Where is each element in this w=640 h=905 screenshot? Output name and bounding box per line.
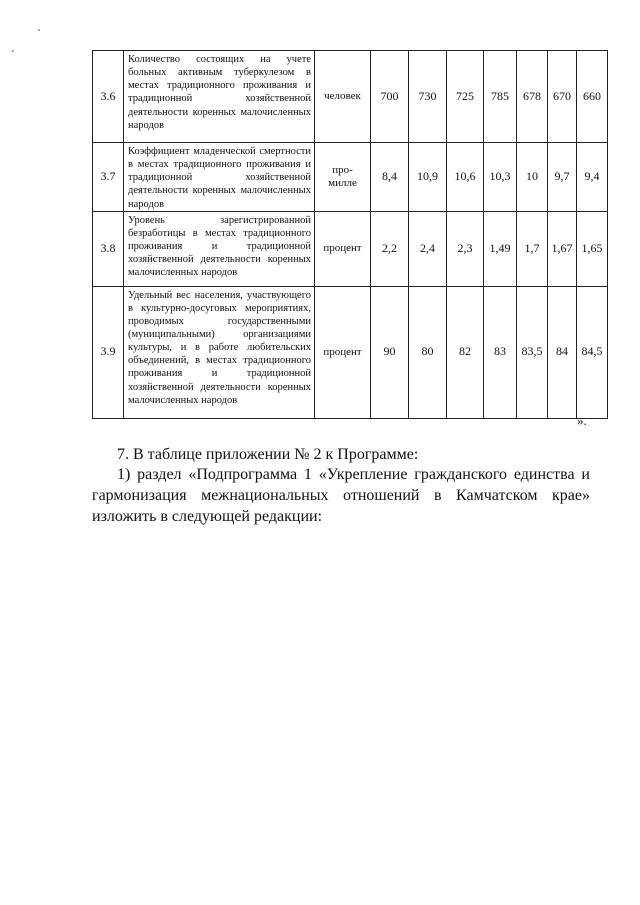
- paragraph-subitem-1: 1) раздел «Подпрограмма 1 «Укрепление гражданского единства и гармонизация межнациональных отношений в Камчатском крае» изложить в следующей редакции:: [92, 466, 590, 525]
- indicator-value: 82: [447, 286, 484, 418]
- indicator-description: Уровень зарегистрированной безработицы в местах традиционного проживания и традиционной хозяйственной деятельности коренных малочисленных народов: [124, 211, 315, 286]
- indicator-description: Количество состоящих на учете больных активным туберкулезом в местах традиционного проживания и традиционной хозяйственной деятельности коренных малочисленных народов: [124, 51, 315, 143]
- indicator-value: 1,65: [577, 211, 608, 286]
- paragraph-item-7: 7. В таблице приложении № 2 к Программе:: [117, 446, 419, 463]
- indicator-value: 660: [577, 51, 608, 143]
- indicator-value: 785: [484, 51, 517, 143]
- unit-of-measure: человек: [315, 51, 371, 143]
- indicator-value: 670: [548, 51, 577, 143]
- indicator-description: Удельный вес населения, участвующего в культурно-досуговых мероприятиях, проводимых государственными (муниципальными) организациями культуры, и в работе любительских объединений, в местах традиционного проживания и традиционной хозяйственной деятельности коренных малочисленных народов: [124, 286, 315, 418]
- indicator-value: 725: [447, 51, 484, 143]
- indicator-value: 84,5: [577, 286, 608, 418]
- indicator-value: 1,7: [517, 211, 548, 286]
- indicator-value: 1,49: [484, 211, 517, 286]
- row-number: 3.6: [93, 51, 124, 143]
- indicator-value: 8,4: [371, 143, 409, 212]
- table-row: [93, 286, 608, 418]
- unit-of-measure: про- милле: [315, 143, 371, 212]
- indicator-value: 10,6: [447, 143, 484, 212]
- indicator-value: 10,3: [484, 143, 517, 212]
- row-number: 3.9: [93, 286, 124, 418]
- scan-speck: [12, 50, 14, 52]
- indicator-value: 84: [548, 286, 577, 418]
- indicator-value: 730: [409, 51, 447, 143]
- indicator-value: 83: [484, 286, 517, 418]
- indicator-value: 10: [517, 143, 548, 212]
- indicator-value: 2,4: [409, 211, 447, 286]
- indicator-value: 9,7: [548, 143, 577, 212]
- indicator-value: 678: [517, 51, 548, 143]
- unit-of-measure: процент: [315, 286, 371, 418]
- unit-of-measure: процент: [315, 211, 371, 286]
- indicator-value: 83,5: [517, 286, 548, 418]
- closing-quote-mark: ».: [577, 413, 587, 428]
- row-number: 3.7: [93, 143, 124, 212]
- indicator-value: 10,9: [409, 143, 447, 212]
- table-row: [93, 143, 608, 212]
- table-row: [93, 51, 608, 143]
- row-number: 3.8: [93, 211, 124, 286]
- indicator-value: 2,2: [371, 211, 409, 286]
- indicator-value: 90: [371, 286, 409, 418]
- indicators-table: [92, 50, 608, 419]
- indicator-value: 9,4: [577, 143, 608, 212]
- scan-speck: [38, 29, 40, 31]
- indicator-description: Коэффициент младенческой смертности в местах традиционного проживания и традиционной хозяйственной деятельности коренных малочисленных народов: [124, 143, 315, 212]
- indicator-value: 80: [409, 286, 447, 418]
- table-row: [93, 211, 608, 286]
- indicator-value: 700: [371, 51, 409, 143]
- indicator-value: 1,67: [548, 211, 577, 286]
- indicator-value: 2,3: [447, 211, 484, 286]
